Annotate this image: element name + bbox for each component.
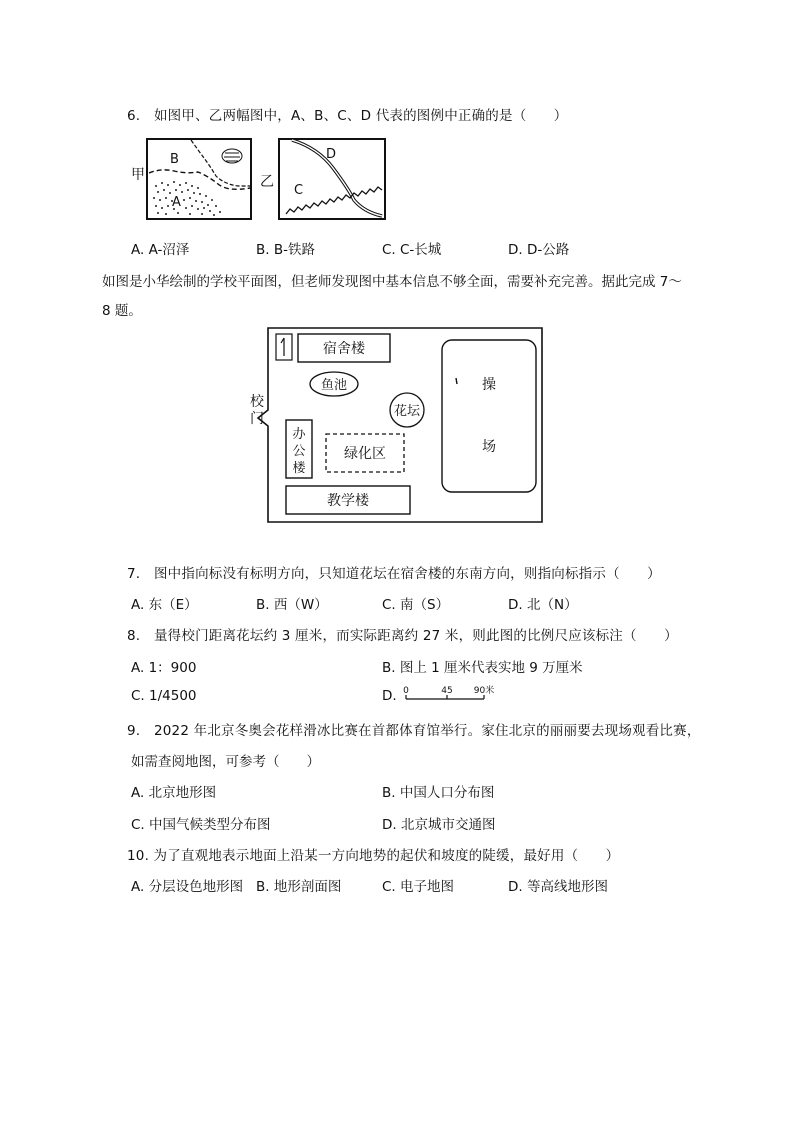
q8-option-b: B. 图上 1 厘米代表实地 9 万厘米 — [382, 660, 583, 676]
letter-c: C — [294, 183, 304, 198]
playground-label-2: 场 — [482, 439, 496, 455]
q9-option-a: A. 北京地形图 — [131, 785, 217, 801]
letter-a: A — [172, 195, 181, 210]
map-yi — [278, 138, 386, 220]
q9-option-c: C. 中国气候类型分布图 — [131, 817, 271, 833]
intro-line-2: 8 题。 — [102, 303, 142, 319]
q6-stem: 6. 如图甲、乙两幅图中，A、B、C、D 代表的图例中正确的是（ ） — [127, 108, 568, 124]
q8-option-c: C. 1/4500 — [131, 688, 197, 704]
fishpond-label: 鱼池 — [320, 378, 348, 393]
school-plan-map — [246, 326, 546, 524]
q9-stem-line-2: 如需查阅地图，可参考（ ） — [131, 754, 320, 770]
q10-option-d: D. 等高线地形图 — [508, 879, 608, 895]
office-label-2: 公 — [292, 444, 306, 459]
q7-option-d: D. 北（N） — [508, 597, 578, 613]
intro-line-1: 如图是小华绘制的学校平面图，但老师发现图中基本信息不够全面，需要补充完善。据此完成 7～ — [102, 274, 682, 290]
q7-option-b: B. 西（W） — [256, 597, 328, 613]
q8-option-d-prefix: D. — [382, 688, 397, 704]
q9-option-d: D. 北京城市交通图 — [382, 817, 496, 833]
q9-stem-line-1: 9. 2022 年北京冬奥会花样滑冰比赛在首都体育馆举行。家住北京的丽丽要去现场观看比赛， — [127, 723, 701, 739]
letter-b: B — [170, 152, 179, 167]
q10-option-b: B. 地形剖面图 — [256, 879, 342, 895]
gate-label-2: 门 — [250, 411, 264, 427]
office-label-3: 楼 — [292, 461, 306, 476]
teaching-label: 教学楼 — [327, 493, 369, 509]
q6-option-d: D. D-公路 — [508, 242, 570, 258]
q7-option-a: A. 东（E） — [131, 597, 198, 613]
q9-option-b: B. 中国人口分布图 — [382, 785, 495, 801]
q8-option-a: A. 1：900 — [131, 660, 197, 676]
q6-option-c: C. C-长城 — [382, 242, 442, 258]
scale-label-0: 0 — [403, 686, 409, 696]
north-arrow-box — [276, 334, 292, 360]
q7-option-c: C. 南（S） — [382, 597, 450, 613]
scale-bar — [402, 684, 498, 706]
gate-label-1: 校 — [250, 394, 264, 410]
q6-option-b: B. B-铁路 — [256, 242, 315, 258]
map-jia-label: 甲 — [131, 167, 145, 183]
q10-stem: 10. 为了直观地表示地面上沿某一方向地势的起伏和坡度的陡缓，最好用（ ） — [127, 848, 620, 864]
scale-label-45: 45 — [441, 686, 453, 696]
playground-label-1: 操 — [482, 377, 496, 393]
dorm-label: 宿舍楼 — [323, 341, 365, 357]
scale-label-90: 90米 — [473, 686, 495, 696]
map-jia — [146, 138, 252, 220]
q6-option-a: A. A-沼泽 — [131, 242, 190, 258]
playground — [442, 340, 536, 492]
green-label: 绿化区 — [344, 446, 386, 462]
q8-stem: 8. 量得校门距离花坛约 3 厘米，而实际距离约 27 米，则此图的比例尺应该标注（ ） — [127, 628, 678, 644]
office-label-1: 办 — [292, 427, 306, 442]
flowerbed-label: 花坛 — [393, 404, 421, 419]
q10-option-c: C. 电子地图 — [382, 879, 455, 895]
map-yi-label: 乙 — [260, 174, 274, 190]
q10-option-a: A. 分层设色地形图 — [131, 879, 244, 895]
q7-stem: 7. 图中指向标没有标明方向，只知道花坛在宿舍楼的东南方向，则指向标指示（ ） — [127, 566, 661, 582]
letter-d: D — [326, 147, 337, 162]
